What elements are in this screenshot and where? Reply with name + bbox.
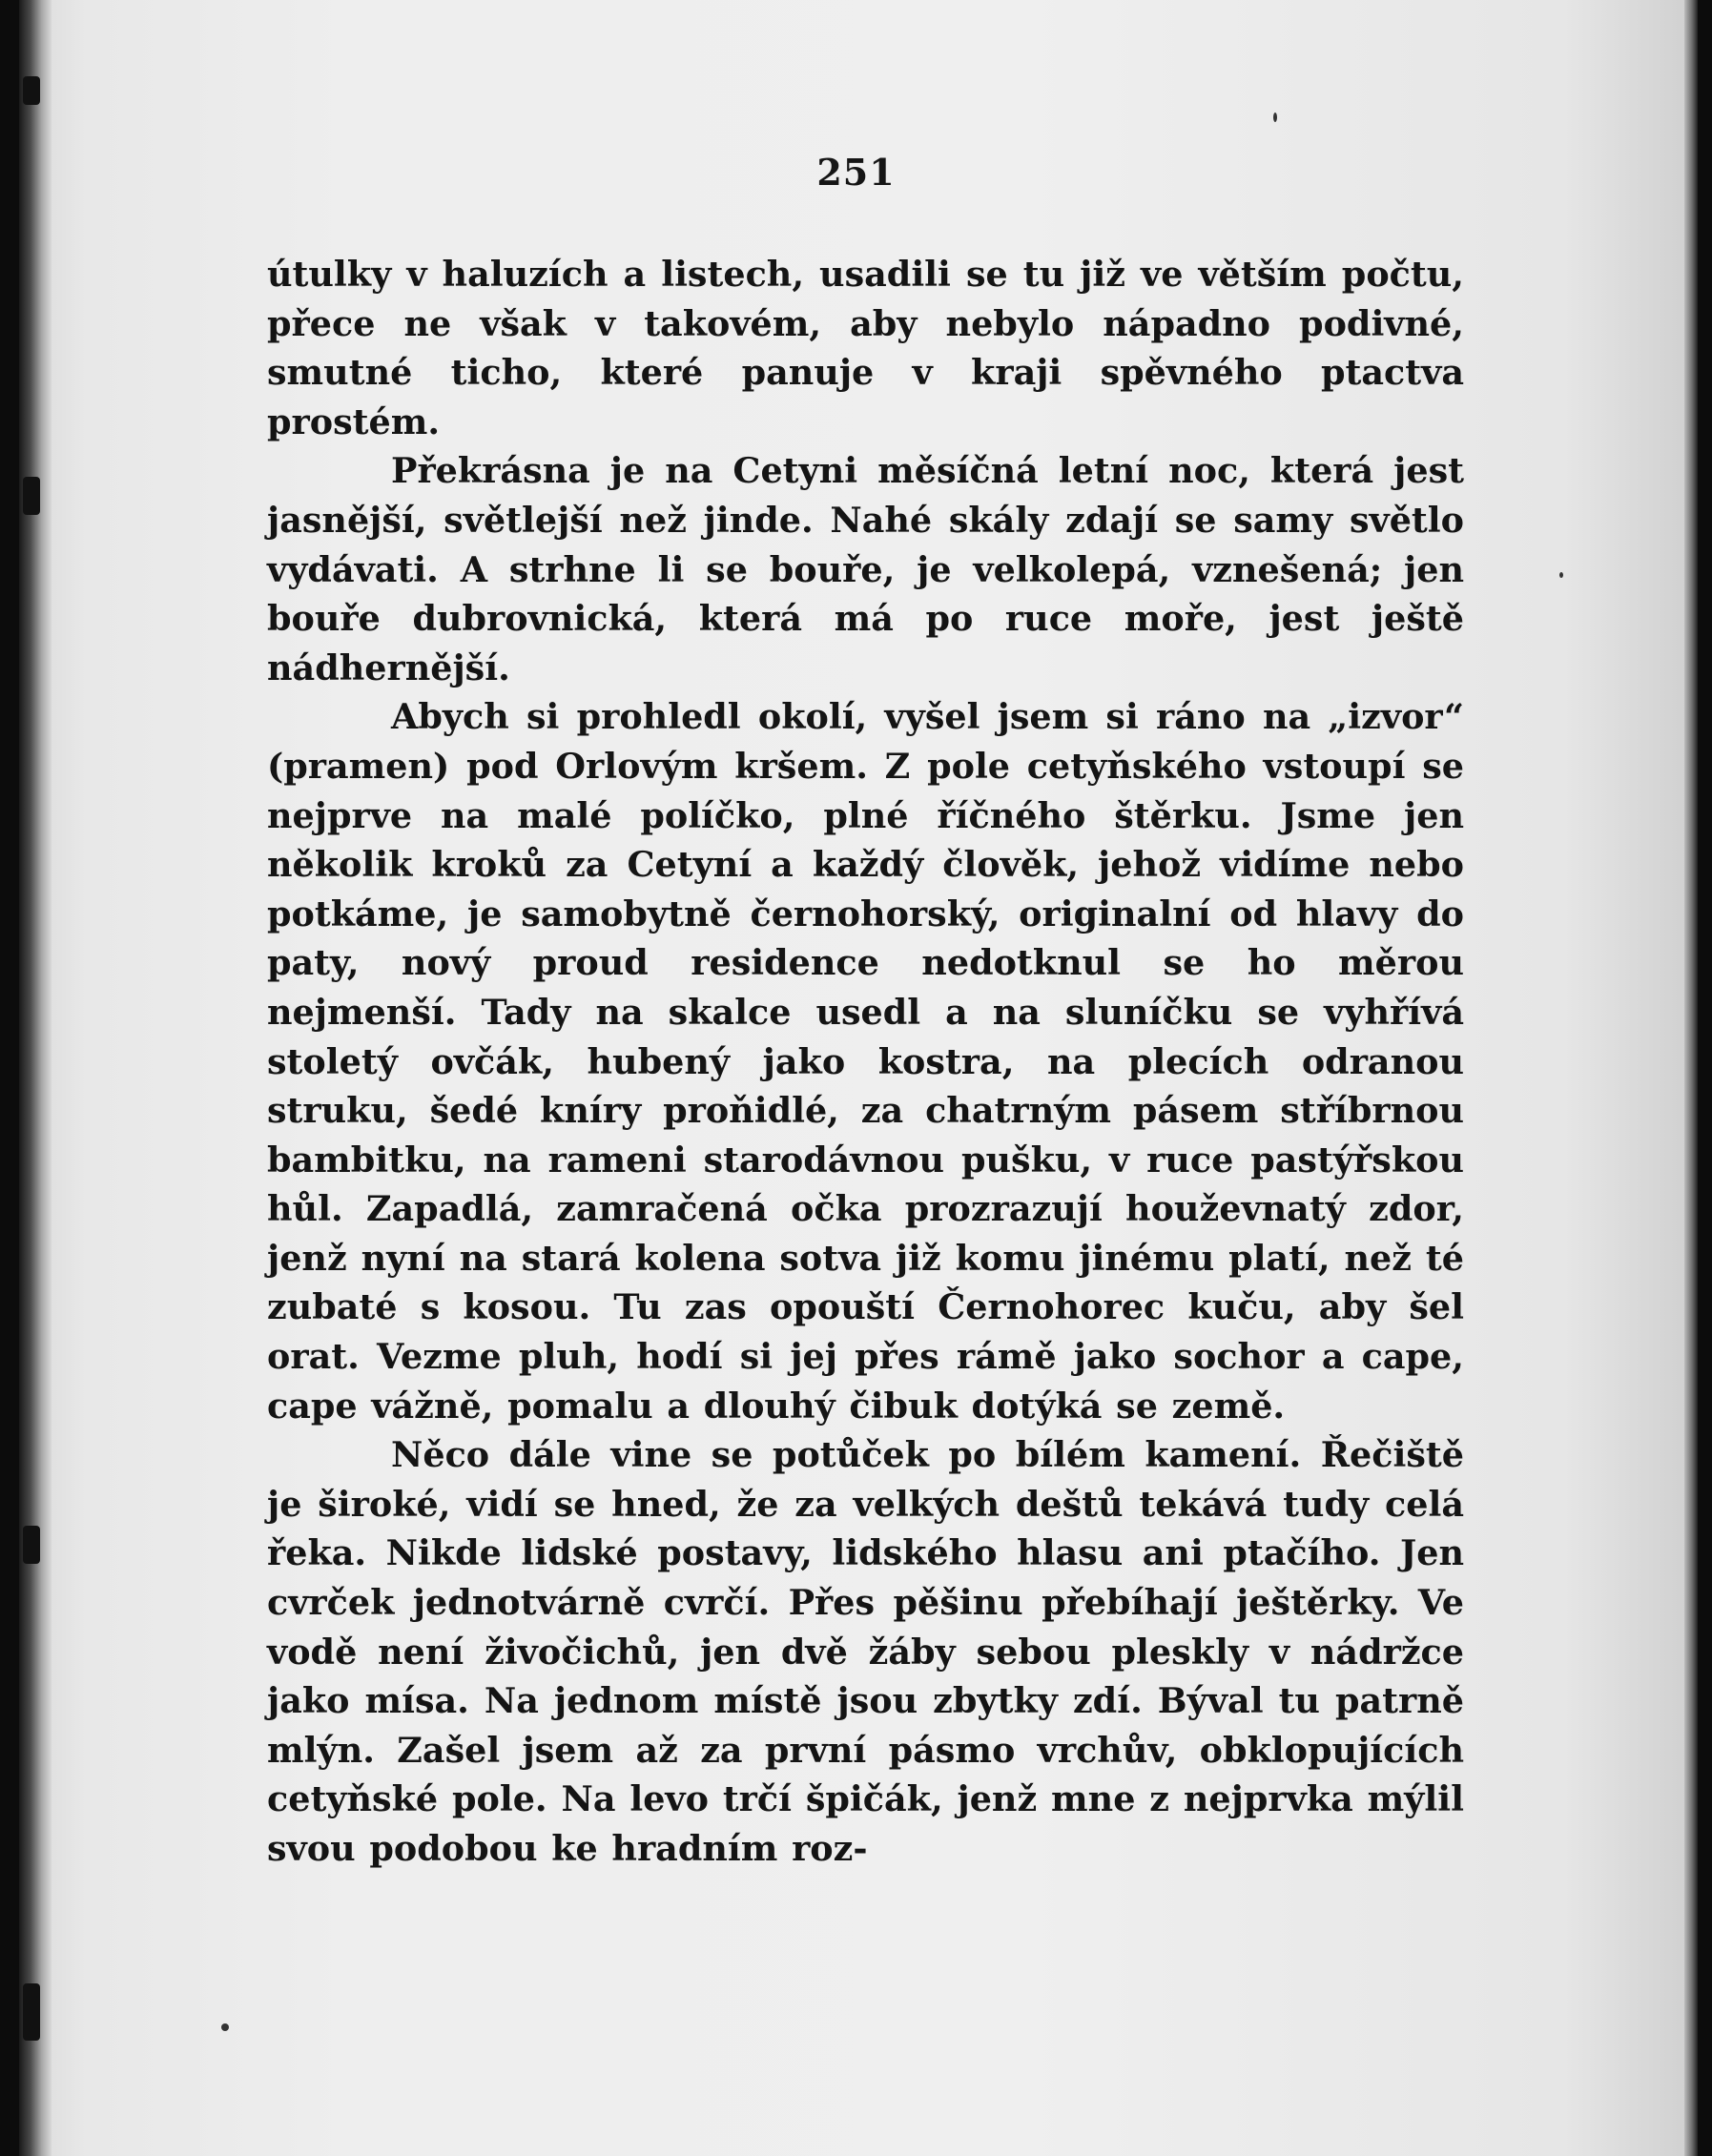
paragraph: Abych si prohledl okolí, vyšel jsem si ráno na „izvor“ (pramen) pod Orlovým kršem. Z pole cetyňského vstoupí se nejprve na malé políčko, plné říčného štěrku. Jsme jen několik kroků za Cetyní a každý člověk, jehož vidíme nebo potkáme, je samobytně černohorský, originalní od hlavy do paty, nový proud residence nedotknul se ho měrou nejmenší. Tady na skalce usedl a na sluníčku se vyhřívá stoletý ovčák, hubený jako kostra, na plecích odranou struku, šedé kníry proňidlé, za chatrným pásem stříbrnou bambitku, na rameni starodávnou pušku, v ruce pastýřskou hůl. Zapadlá, zamračená očka prozrazují houževnatý zdor, jenž nyní na stará kolena sotva již komu jinému platí, než té zubaté s kosou. Tu zas opouští Černohorec kuču, aby šel orat. Vezme pluh, hodí si jej přes rámě jako sochor a cape, cape vážně, pomalu a dlouhý čibuk dotýká se země. [267,696,1464,1427]
binding-mark [23,76,40,105]
print-speck [1273,113,1277,122]
paragraph: Něco dále vine se potůček po bílém kamení. Řečiště je široké, vidí se hned, že za velkých deštů tekává tudy celá řeka. Nikde lidské postavy, lidského hlasu ani ptačího. Jen cvrček jednotvárně cvrčí. Přes pěšinu přebíhají ještěrky. Ve vodě není živočichů, jen dvě žáby sebou pleskly v nádržce jako mísa. Na jednom místě jsou zbytky zdí. Býval tu patrně mlýn. Zašel jsem až za první pásmo vrchův, obklopujících cetyňské pole. Na levo trčí špičák, jenž mne z nejprvka mýlil svou podobou ke hradním roz- [267,1434,1464,1869]
body-text [267,250,1464,1874]
print-speck [1559,572,1563,578]
binding-mark [23,1526,40,1564]
page-right-edge [1684,0,1698,2156]
paragraph: útulky v haluzích a listech, usadili se tu již ve větším počtu, přece ne však v takovém, aby nebylo nápadno podivné, smutné ticho, které panuje v kraji spěvného ptactva prostém. [267,254,1464,442]
binding-mark [23,1983,40,2041]
print-speck [221,2023,229,2031]
binding-mark [23,477,40,515]
page-binding-edge [19,0,52,2156]
paragraph: Překrásna je na Cetyni měsíčná letní noc, která jest jasnější, světlejší než jinde. Nahé skály zdají se samy světlo vydávati. A strhne li se bouře, je velkolepá, vznešená; jen bouře dubrovnická, která má po ruce moře, jest ještě nádhernější. [267,450,1464,688]
page-number: 251 [816,151,896,194]
